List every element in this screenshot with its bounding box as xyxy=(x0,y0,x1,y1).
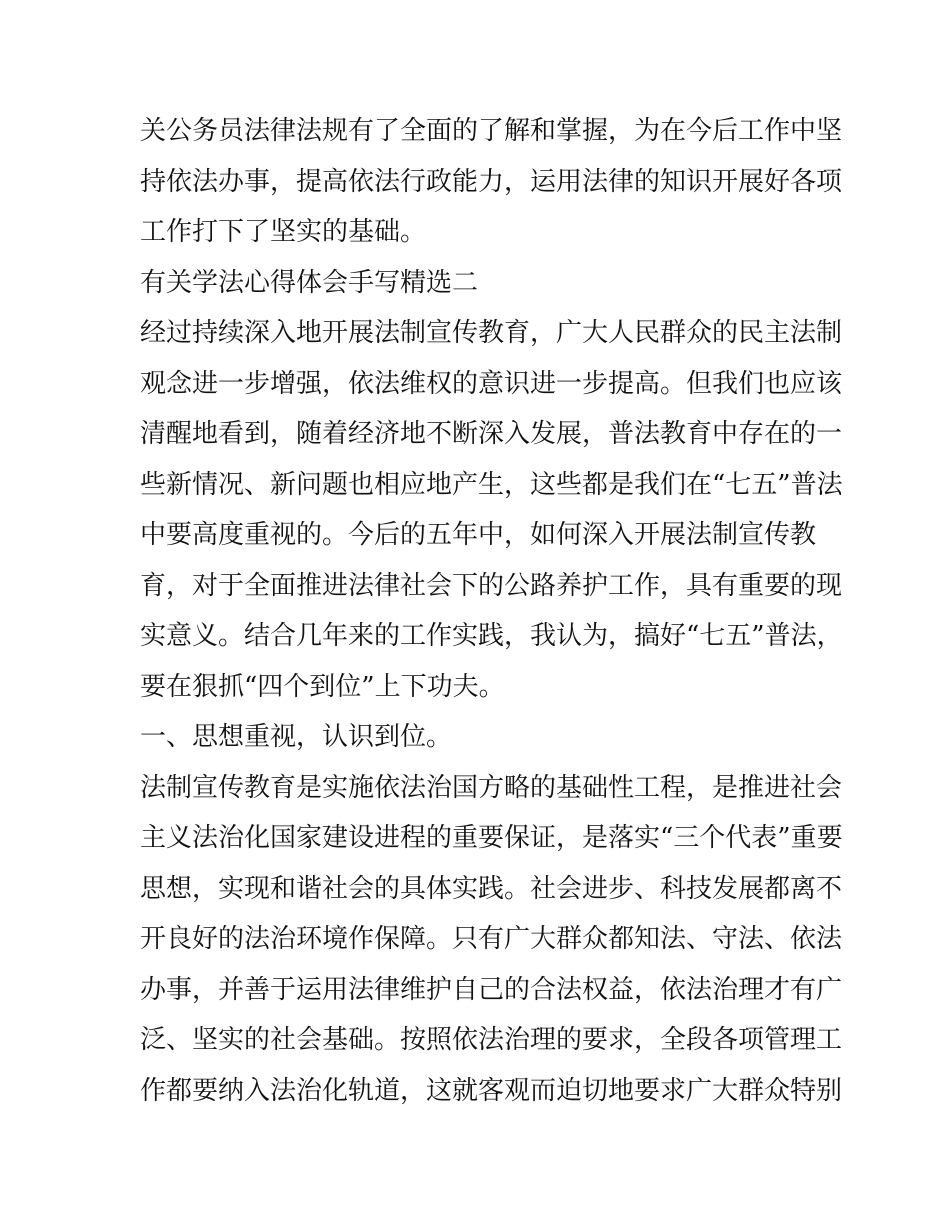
section-heading: 有关学法心得体会手写精选二 xyxy=(140,267,479,298)
text-line-9: 中要高度重视的。今后的五年中，如何深入开展法制宣传教 xyxy=(140,520,817,550)
text-line-17: 开良好的法治环境作保障。只有广大群众都知法、守法、依法 xyxy=(140,924,843,954)
text-line-20: 作都要纳入法治化轨道，这就客观而迫切地要求广大群众特别 xyxy=(140,1075,843,1106)
text-line-7: 清醒地看到，随着经济地不断深入发展，普法教育中存在的一 xyxy=(140,419,843,449)
text-line-15: 主义法治化国家建设进程的重要保证，是落实“三个代表”重要 xyxy=(140,823,843,853)
text-line-19: 泛、坚实的社会基础。按照依法治理的要求，全段各项管理工 xyxy=(140,1025,843,1055)
text-line-3: 工作打下了坚实的基础。 xyxy=(140,217,427,247)
text-line-6: 观念进一步增强，依法维权的意识进一步提高。但我们也应该 xyxy=(140,368,843,399)
text-line-12: 要在狠抓“四个到位”上下功夫。 xyxy=(140,671,505,702)
text-line-11: 实意义。结合几年来的工作实践，我认为，搞好“七五”普法， xyxy=(140,621,843,651)
text-line-14: 法制宣传教育是实施依法治国方略的基础性工程，是推进社会 xyxy=(140,772,843,803)
text-line-5: 经过持续深入地开展法制宣传教育，广大人民群众的民主法制 xyxy=(140,318,843,348)
text-line-8: 些新情况、新问题也相应地产生，这些都是我们在“七五”普法 xyxy=(140,469,843,500)
text-line-18: 办事，并善于运用法律维护自己的合法权益，依法治理才有广 xyxy=(140,974,843,1005)
text-line-1: 关公务员法律法规有了全面的了解和掌握，为在今后工作中坚 xyxy=(140,116,843,146)
document-body xyxy=(140,106,843,1116)
text-line-16: 思想，实现和谐社会的具体实践。社会进步、科技发展都离不 xyxy=(140,873,843,904)
text-line-10: 育，对于全面推进法律社会下的公路养护工作，具有重要的现 xyxy=(140,570,843,601)
text-line-2: 持依法办事，提高依法行政能力，运用法律的知识开展好各项 xyxy=(140,166,843,197)
subsection-heading: 一、思想重视，认识到位。 xyxy=(140,722,453,752)
